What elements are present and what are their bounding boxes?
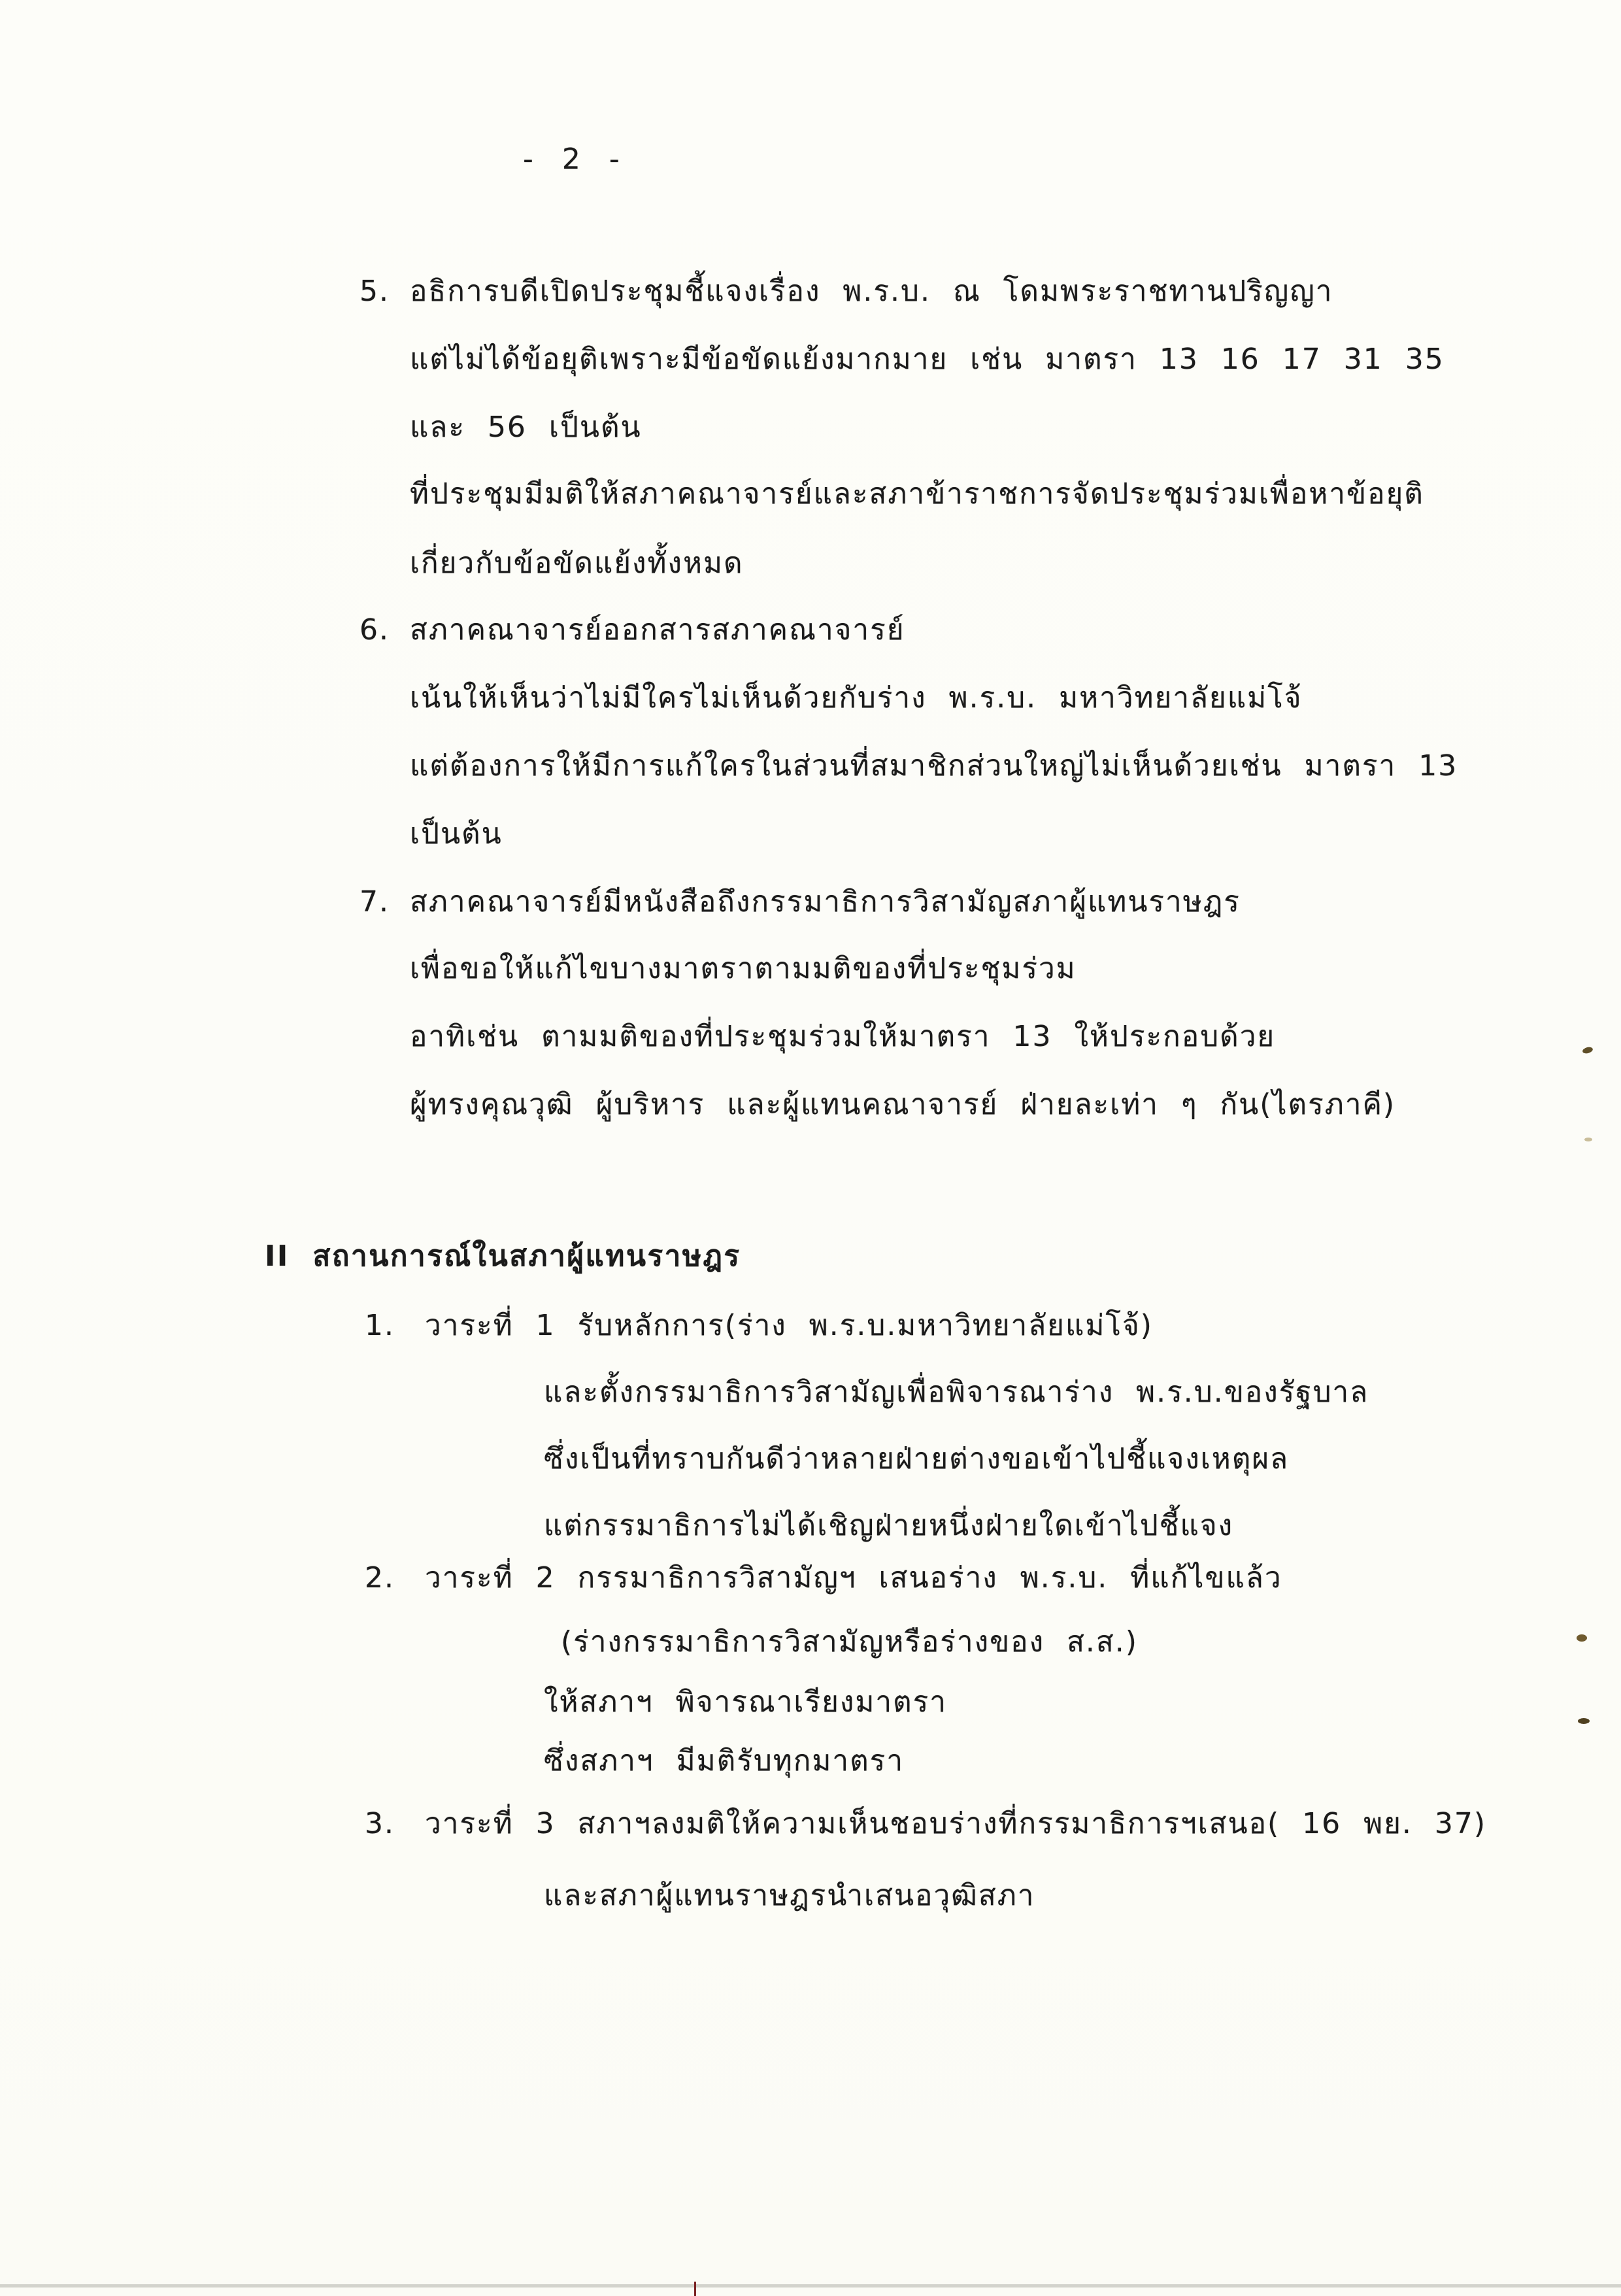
scan-speck	[1584, 1138, 1592, 1141]
item6-number: 6.	[359, 613, 390, 647]
page-number: - 2 -	[523, 143, 624, 176]
item7-number: 7.	[359, 885, 390, 919]
s2-item3-line1-text: วาระที่ 3 สภาฯลงมติให้ความเห็นชอบร่างที่กรรมาธิการฯเสนอ( 16 พย. 37)	[425, 1807, 1487, 1840]
scan-bottom-edge-line	[0, 2284, 1621, 2288]
item5-line4: ที่ประชุมมีมติให้สภาคณาจารย์และสภาข้าราชการจัดประชุมร่วมเพื่อหาข้อยุติ	[410, 477, 1424, 511]
s2-item1-number: 1.	[365, 1309, 395, 1342]
item6-line2: เน้นให้เห็นว่าไม่มีใครไม่เห็นด้วยกับร่าง พ.ร.บ. มหาวิทยาลัยแม่โจ้	[410, 681, 1303, 715]
item7-line1-text: สภาคณาจารย์มีหนังสือถึงกรรมาธิการวิสามัญสภาผู้แทนราษฎร	[410, 885, 1241, 919]
s2-item3-line1	[365, 1807, 1486, 1841]
scan-red-tick-mark	[694, 2282, 696, 2296]
s2-item2-line1	[365, 1561, 1282, 1595]
item5-line5: เกี่ยวกับข้อขัดแย้งทั้งหมด	[410, 547, 744, 580]
item7-line4: ผู้ทรงคุณวุฒิ ผู้บริหาร และผู้แทนคณาจารย์ ฝ่ายละเท่า ๆ กัน(ไตรภาคี)	[410, 1088, 1396, 1121]
s2-item1-line3: ซึ่งเป็นที่ทราบกันดีว่าหลายฝ่ายต่างขอเข้าไปชี้แจงเหตุผล	[544, 1442, 1290, 1476]
item6-line1-text: สภาคณาจารย์ออกสารสภาคณาจารย์	[410, 613, 905, 647]
item5-line3: และ 56 เป็นต้น	[410, 411, 642, 444]
scan-speck	[1582, 1046, 1594, 1055]
s2-item2-line3: ให้สภาฯ พิจารณาเรียงมาตรา	[544, 1685, 947, 1719]
item5-number: 5.	[359, 275, 390, 308]
section2-heading: II สถานการณ์ในสภาผู้แทนราษฎร	[265, 1240, 741, 1273]
s2-item2-line1-text: วาระที่ 2 กรรมาธิการวิสามัญฯ เสนอร่าง พ.ร.บ. ที่แก้ไขแล้ว	[425, 1561, 1282, 1595]
s2-item2-line2: (ร่างกรรมาธิการวิสามัญหรือร่างของ ส.ส.)	[561, 1625, 1138, 1659]
item7-line1	[359, 885, 1241, 919]
s2-item3-number: 3.	[365, 1807, 395, 1840]
item7-line2: เพื่อขอให้แก้ไขบางมาตราตามมติของที่ประชุมร่วม	[410, 952, 1077, 985]
s2-item2-number: 2.	[365, 1561, 395, 1595]
item5-line1-text: อธิการบดีเปิดประชุมชี้แจงเรื่อง พ.ร.บ. ณ โดมพระราชทานปริญญา	[410, 275, 1333, 308]
item7-line3: อาทิเช่น ตามมติของที่ประชุมร่วมให้มาตรา 13 ให้ประกอบด้วย	[410, 1020, 1276, 1053]
s2-item1-line2: และตั้งกรรมาธิการวิสามัญเพื่อพิจารณาร่าง พ.ร.บ.ของรัฐบาล	[544, 1376, 1369, 1409]
scan-speck	[1577, 1634, 1587, 1642]
item5-line2: แต่ไม่ได้ข้อยุติเพราะมีข้อขัดแย้งมากมาย เช่น มาตรา 13 16 17 31 35	[410, 343, 1445, 376]
s2-item1-line4: แต่กรรมาธิการไม่ได้เชิญฝ่ายหนึ่งฝ่ายใดเข้าไปชี้แจง	[544, 1509, 1234, 1542]
scan-speck	[1578, 1718, 1590, 1724]
item6-line1	[359, 613, 905, 647]
item6-line4: เป็นต้น	[410, 817, 503, 851]
item6-line3: แต่ต้องการให้มีการแก้ใครในส่วนที่สมาชิกส่วนใหญ่ไม่เห็นด้วยเช่น มาตรา 13	[410, 749, 1458, 783]
s2-item2-line4: ซึ่งสภาฯ มีมติรับทุกมาตรา	[544, 1744, 905, 1778]
s2-item1-line1-text: วาระที่ 1 รับหลักการ(ร่าง พ.ร.บ.มหาวิทยาลัยแม่โจ้)	[425, 1309, 1153, 1342]
s2-item3-line2: และสภาผู้แทนราษฎรนำเสนอวุฒิสภา	[544, 1879, 1035, 1912]
s2-item1-line1	[365, 1309, 1153, 1343]
item5-line1	[359, 275, 1333, 309]
